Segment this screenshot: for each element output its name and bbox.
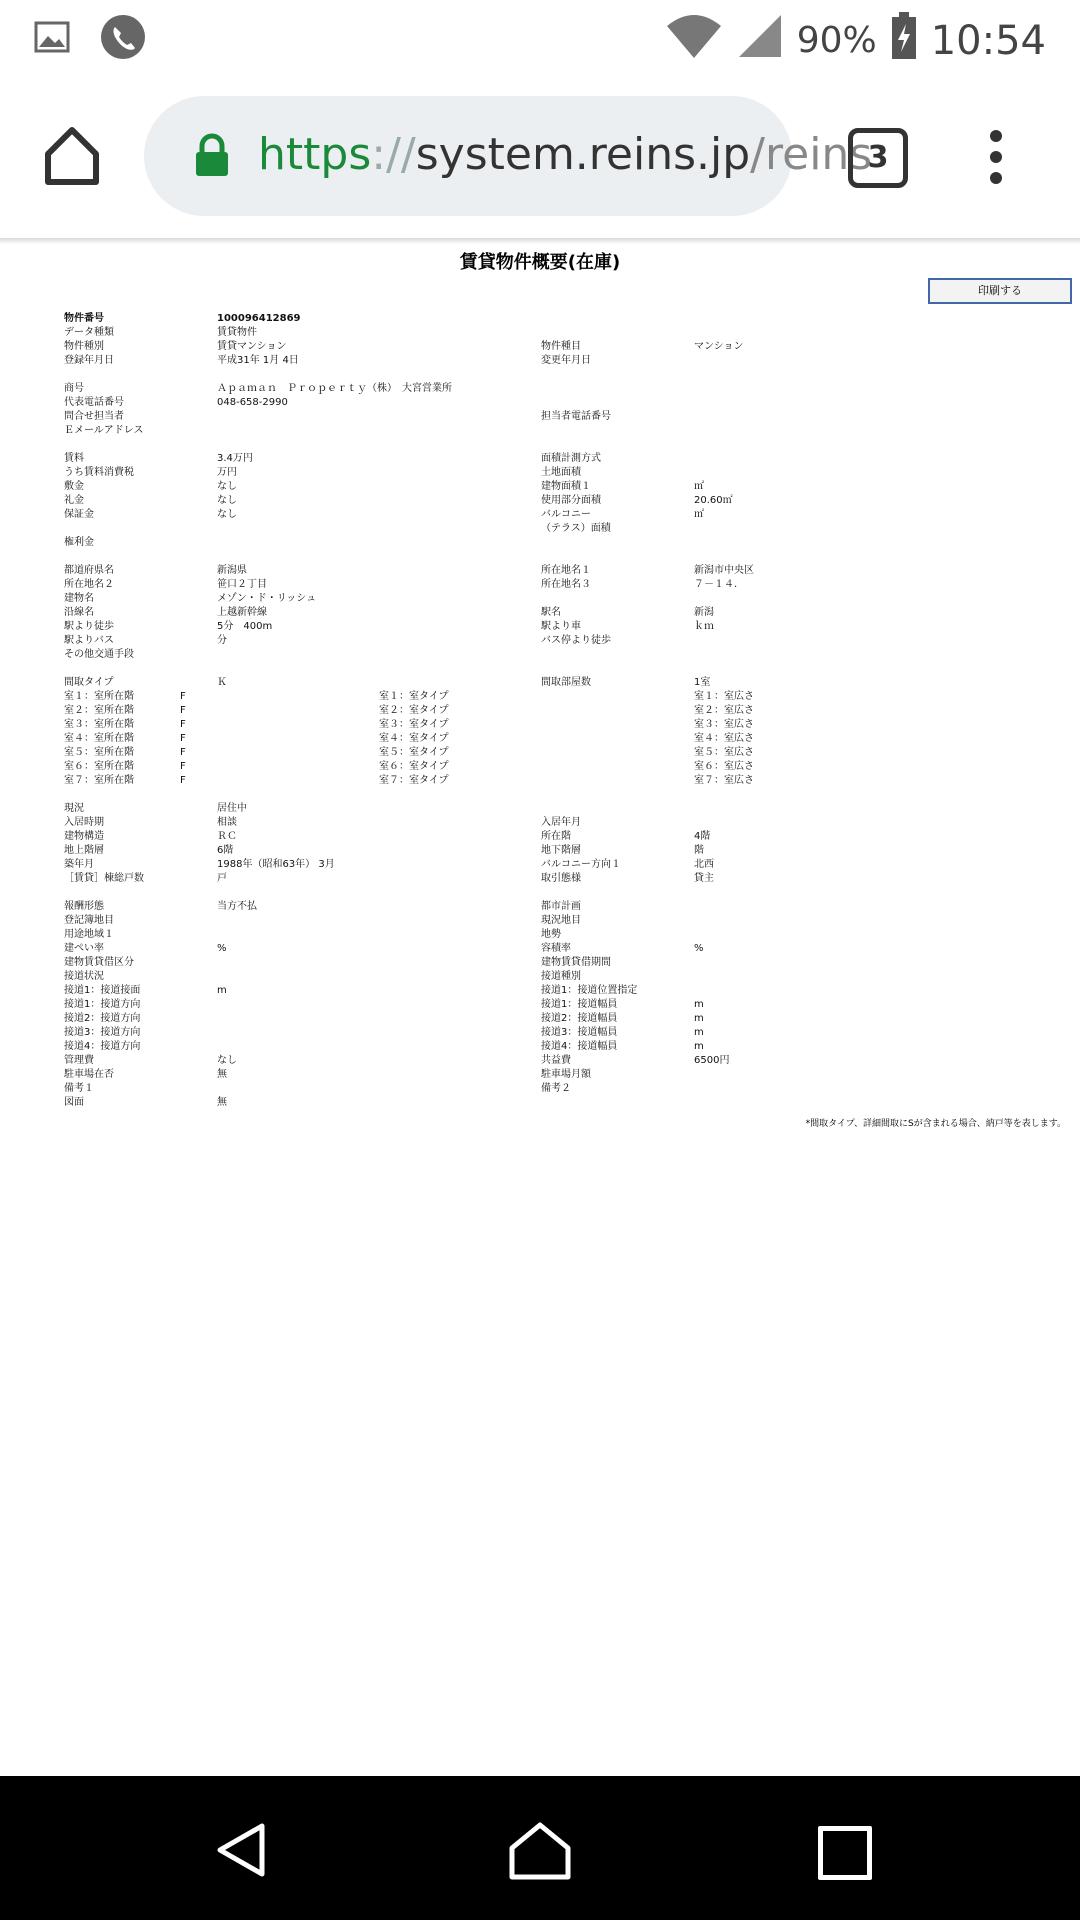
field-label: 商号 (64, 383, 84, 394)
field-value: F (180, 733, 186, 744)
field-value: なし (217, 509, 237, 520)
field-value: 3.4万円 (217, 453, 253, 464)
detail-row (0, 578, 1080, 592)
footnote: *間取タイプ、詳細間取にSが含まれる場合、納戸等を表します。 (805, 1119, 1066, 1129)
field-value: ㎡ (694, 481, 704, 492)
signal-icon (737, 13, 783, 68)
field-label: 接道1：接道幅員 (541, 999, 618, 1010)
detail-row (0, 410, 1080, 424)
detail-row (0, 1040, 1080, 1054)
field-value: m (694, 1041, 704, 1052)
field-label: 建物賃貸借期間 (541, 957, 611, 968)
field-label: 現況 (64, 803, 84, 814)
field-value: 平成31年 1月 4日 (217, 355, 299, 366)
image-notification-icon (34, 19, 70, 59)
field-label: 築年月 (64, 859, 94, 870)
field-value: 048-658-2990 (217, 397, 288, 408)
detail-row (0, 1054, 1080, 1068)
detail-row (0, 1096, 1080, 1110)
field-value: 室３：室広さ (694, 719, 754, 730)
field-label: 報酬形態 (64, 901, 104, 912)
detail-row (0, 312, 1080, 326)
detail-row (0, 326, 1080, 340)
field-label: 変更年月日 (541, 355, 591, 366)
url-bar[interactable] (144, 96, 873, 216)
field-label: 間取部屋数 (541, 677, 591, 688)
field-label: 問合せ担当者 (64, 411, 124, 422)
field-label: 建ぺい率 (64, 943, 104, 954)
detail-row (0, 340, 1080, 354)
field-value: ７－１４. (694, 579, 738, 590)
detail-row (0, 648, 1080, 662)
field-value: 4階 (694, 831, 711, 842)
field-label: 備考１ (64, 1083, 94, 1094)
field-value: 笹口２丁目 (217, 579, 267, 590)
field-label: バルコニー (541, 509, 591, 520)
field-value: 6階 (217, 845, 234, 856)
field-label: 接道2：接道方向 (64, 1013, 141, 1024)
field-value: 室４：室タイプ (379, 733, 449, 744)
detail-row (0, 606, 1080, 620)
field-label: 建物構造 (64, 831, 104, 842)
detail-row (0, 494, 1080, 508)
field-label: 図面 (64, 1097, 84, 1108)
field-value: m (217, 985, 227, 996)
detail-row (0, 452, 1080, 466)
field-label: 土地面積 (541, 467, 581, 478)
field-value: 室５：室タイプ (379, 747, 449, 758)
field-value: 室７：室タイプ (379, 775, 449, 786)
field-label: 備考２ (541, 1083, 571, 1094)
print-button[interactable]: 印刷する (928, 278, 1072, 304)
detail-row (0, 942, 1080, 956)
field-label: 接道4：接道幅員 (541, 1041, 618, 1052)
system-home-button[interactable] (508, 1822, 572, 1884)
field-value: ｋｍ (694, 621, 714, 632)
detail-row (0, 872, 1080, 886)
field-label: 室７：室所在階 (64, 775, 134, 786)
detail-row (0, 382, 1080, 396)
field-value: 戸 (217, 873, 227, 884)
field-value: 室６：室タイプ (379, 761, 449, 772)
field-label: 取引態様 (541, 873, 581, 884)
home-button[interactable] (40, 124, 104, 188)
detail-row (0, 844, 1080, 858)
field-label: ［賃貸］棟総戸数 (64, 873, 144, 884)
field-label: 接道2：接道幅員 (541, 1013, 618, 1024)
field-value: 上越新幹線 (217, 607, 267, 618)
detail-row (0, 1082, 1080, 1096)
field-label: 所在地名１ (541, 565, 591, 576)
field-label: 室２：室所在階 (64, 705, 134, 716)
detail-row (0, 1068, 1080, 1082)
field-label: 駐車場月額 (541, 1069, 591, 1080)
browser-toolbar (0, 72, 1080, 238)
field-value: 室４：室広さ (694, 733, 754, 744)
field-label: 駅よりバス (64, 635, 114, 646)
field-value: % (694, 943, 704, 954)
field-label: 接道4：接道方向 (64, 1041, 141, 1052)
url-separator: :// (371, 129, 416, 180)
detail-row (0, 746, 1080, 760)
field-label: 駅より徒歩 (64, 621, 114, 632)
field-label: 入居年月 (541, 817, 581, 828)
status-bar (0, 0, 1080, 72)
overflow-menu-button[interactable] (984, 130, 1008, 190)
field-value: 無 (217, 1069, 227, 1080)
field-label: 駅より車 (541, 621, 581, 632)
field-value: 1室 (694, 677, 711, 688)
detail-row (0, 564, 1080, 578)
back-icon (214, 1822, 268, 1878)
field-label: 所在地名２ (64, 579, 114, 590)
field-value: Ａｐａｍａｎ Ｐｒｏｐｅｒｔｙ（株） 大宮営業所 (217, 383, 452, 394)
field-value: 新潟市中央区 (694, 565, 754, 576)
field-value: なし (217, 481, 237, 492)
field-value: m (694, 999, 704, 1010)
field-value: 室５：室広さ (694, 747, 754, 758)
detail-row (0, 956, 1080, 970)
field-value: 賃貸物件 (217, 327, 257, 338)
field-value: 相談 (217, 817, 237, 828)
field-label: バス停より徒歩 (541, 635, 611, 646)
field-label: 賃料 (64, 453, 84, 464)
detail-row (0, 914, 1080, 928)
tab-switcher-button[interactable]: 3 (848, 128, 908, 188)
field-value: 20.60㎡ (694, 495, 733, 506)
field-label: 共益費 (541, 1055, 571, 1066)
field-value: 5分 400m (217, 621, 273, 632)
detail-row (0, 536, 1080, 550)
field-label: 使用部分面積 (541, 495, 601, 506)
field-label: 権利金 (64, 537, 94, 548)
field-label: 所在階 (541, 831, 571, 842)
detail-row (0, 802, 1080, 816)
field-label: 駐車場在否 (64, 1069, 114, 1080)
system-nav-bar (0, 1776, 1080, 1920)
detail-row (0, 704, 1080, 718)
field-value: F (180, 761, 186, 772)
page-content (0, 244, 1080, 1776)
battery-percent: 90% (796, 20, 877, 61)
field-value: 室１：室タイプ (379, 691, 449, 702)
field-label: 建物賃貸借区分 (64, 957, 134, 968)
field-label: 接道1：接道接面 (64, 985, 141, 996)
field-label: 物件番号 (64, 313, 104, 324)
field-value: F (180, 719, 186, 730)
field-label: 保証金 (64, 509, 94, 520)
field-label: 室３：室所在階 (64, 719, 134, 730)
detail-row (0, 424, 1080, 438)
lock-icon (194, 134, 230, 182)
detail-row (0, 634, 1080, 648)
field-label: 敷金 (64, 481, 84, 492)
field-value: F (180, 747, 186, 758)
field-value: 室２：室タイプ (379, 705, 449, 716)
field-value: m (694, 1027, 704, 1038)
home-outline-icon (508, 1822, 572, 1880)
field-value: なし (217, 495, 237, 506)
detail-row (0, 480, 1080, 494)
field-label: （テラス）面積 (541, 523, 611, 534)
detail-row (0, 1012, 1080, 1026)
wifi-icon (665, 12, 723, 69)
url-path: /reins (750, 129, 873, 180)
detail-row (0, 676, 1080, 690)
url-scheme: https (258, 129, 372, 180)
field-label: 登記簿地目 (64, 915, 114, 926)
field-value: 居住中 (217, 803, 247, 814)
field-label: 面積計測方式 (541, 453, 601, 464)
detail-row (0, 592, 1080, 606)
detail-row (0, 466, 1080, 480)
field-label: 都市計画 (541, 901, 581, 912)
page-title: 賃貸物件概要(在庫) (459, 252, 621, 273)
detail-row (0, 998, 1080, 1012)
url-host: system.reins.jp (415, 129, 751, 180)
field-value: 貸主 (694, 873, 714, 884)
detail-row (0, 928, 1080, 942)
field-label: バルコニー方向１ (541, 859, 621, 870)
field-label: 室４：室所在階 (64, 733, 134, 744)
field-value: なし (217, 1055, 237, 1066)
detail-row (0, 984, 1080, 998)
url-text (258, 124, 873, 186)
detail-row (0, 1026, 1080, 1040)
field-label: 入居時期 (64, 817, 104, 828)
field-value: 室１：室広さ (694, 691, 754, 702)
field-value: 6500円 (694, 1055, 730, 1066)
field-value: ＲＣ (217, 831, 237, 842)
field-value: 100096412869 (217, 313, 301, 324)
field-value: Ｋ (217, 677, 227, 688)
detail-row (0, 732, 1080, 746)
field-label: 接道状況 (64, 971, 104, 982)
field-value: F (180, 775, 186, 786)
field-value: 分 (217, 635, 227, 646)
field-value: 新潟県 (217, 565, 247, 576)
detail-row (0, 522, 1080, 536)
field-label: 用途地域１ (64, 929, 114, 940)
field-label: 沿線名 (64, 607, 94, 618)
detail-row (0, 858, 1080, 872)
detail-row (0, 970, 1080, 984)
field-value: ㎡ (694, 509, 704, 520)
field-label: 建物名 (64, 593, 94, 604)
field-value: 当方不払 (217, 901, 257, 912)
detail-row (0, 508, 1080, 522)
detail-row (0, 830, 1080, 844)
field-value: 賃貸マンション (217, 341, 287, 352)
field-value: 室２：室広さ (694, 705, 754, 716)
home-icon (40, 124, 104, 188)
field-label: うち賃料消費税 (64, 467, 134, 478)
field-label: 建物面積１ (541, 481, 591, 492)
field-label: 現況地目 (541, 915, 581, 926)
field-label: 地下階層 (541, 845, 581, 856)
field-label: 所在地名３ (541, 579, 591, 590)
field-label: 物件種目 (541, 341, 581, 352)
field-label: 接道種別 (541, 971, 581, 982)
field-label: 接道3：接道幅員 (541, 1027, 618, 1038)
field-label: 担当者電話番号 (541, 411, 611, 422)
field-value: F (180, 691, 186, 702)
detail-row (0, 354, 1080, 368)
field-label: その他交通手段 (64, 649, 134, 660)
field-value: 新潟 (694, 607, 714, 618)
field-label: 容積率 (541, 943, 571, 954)
field-label: 駅名 (541, 607, 561, 618)
detail-row (0, 774, 1080, 788)
field-label: 都道府県名 (64, 565, 114, 576)
field-label: 物件種別 (64, 341, 104, 352)
field-value: 北西 (694, 859, 714, 870)
field-label: 代表電話番号 (64, 397, 124, 408)
detail-row (0, 396, 1080, 410)
field-label: データ種類 (64, 327, 114, 338)
detail-row (0, 760, 1080, 774)
field-value: メゾン・ド・リッシュ (217, 593, 317, 604)
field-value: 室６：室広さ (694, 761, 754, 772)
detail-row (0, 718, 1080, 732)
field-label: 管理費 (64, 1055, 94, 1066)
field-value: 1988年（昭和63年） 3月 (217, 859, 335, 870)
battery-charging-icon (891, 12, 917, 69)
field-label: 礼金 (64, 495, 84, 506)
field-label: 接道1：接道方向 (64, 999, 141, 1010)
call-notification-icon (100, 14, 146, 64)
field-label: 室５：室所在階 (64, 747, 134, 758)
field-label: 室６：室所在階 (64, 761, 134, 772)
field-value: % (217, 943, 227, 954)
detail-row (0, 900, 1080, 914)
field-value: m (694, 1013, 704, 1024)
detail-row (0, 816, 1080, 830)
field-value: 階 (694, 845, 704, 856)
field-value: 室７：室広さ (694, 775, 754, 786)
detail-row (0, 690, 1080, 704)
recent-apps-button[interactable] (818, 1826, 872, 1880)
field-value: 室３：室タイプ (379, 719, 449, 730)
field-label: 地上階層 (64, 845, 104, 856)
detail-row (0, 620, 1080, 634)
field-value: F (180, 705, 186, 716)
back-button[interactable] (214, 1822, 268, 1882)
field-value: 無 (217, 1097, 227, 1108)
field-label: 間取タイプ (64, 677, 114, 688)
field-label: Ｅメールアドレス (64, 425, 144, 436)
field-label: 接道1：接道位置指定 (541, 985, 638, 996)
field-label: 地勢 (541, 929, 561, 940)
field-value: マンション (694, 341, 744, 352)
field-value: 万円 (217, 467, 237, 478)
field-label: 室１：室所在階 (64, 691, 134, 702)
clock: 10:54 (930, 17, 1046, 64)
field-label: 登録年月日 (64, 355, 114, 366)
field-label: 接道3：接道方向 (64, 1027, 141, 1038)
